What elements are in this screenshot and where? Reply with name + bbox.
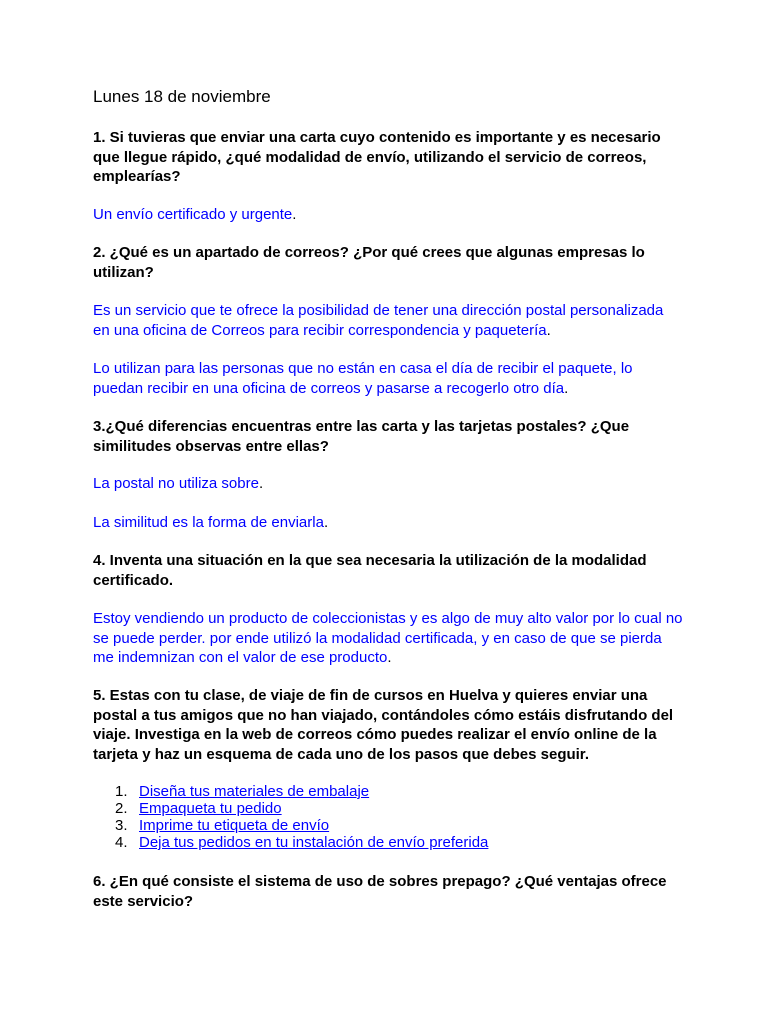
steps-list — [93, 783, 488, 851]
list-item — [93, 783, 488, 800]
answer-3b: La similitud es la forma de enviarla. — [93, 514, 329, 531]
step-number: 2. — [115, 800, 128, 817]
document-date: Lunes 18 de noviembre — [93, 87, 271, 106]
answer-2b: Lo utilizan para las personas que no están en casa el día de recibir el paquete, lo puedan recibir en una oficina de correos y pasarse a recogerlo otro día. — [93, 360, 633, 397]
answer-3b-text: La similitud es la forma de enviarla — [93, 514, 324, 531]
step-number: 3. — [115, 817, 128, 834]
question-5: 5. Estas con tu clase, de viaje de fin de cursos en Huelva y quieres enviar una postal a tus amigos que no han viajado, contándoles cómo estáis disfrutando del viaje. Investiga en la web de correos cómo puedes realizar el envío online de la tarjeta y haz un esquema de cada uno de los pasos que debes seguir. — [93, 687, 674, 763]
answer-3a: La postal no utiliza sobre. — [93, 475, 264, 492]
answer-2a-text: Es un servicio que te ofrece la posibilidad de tener una dirección postal personalizada en una oficina de Correos para recibir correspondencia y paquetería — [93, 302, 664, 339]
question-2: 2. ¿Qué es un apartado de correos? ¿Por qué crees que algunas empresas lo utilizan? — [93, 244, 645, 281]
list-item — [93, 800, 488, 817]
question-6: 6. ¿En qué consiste el sistema de uso de sobres prepago? ¿Qué ventajas ofrece este servicio? — [93, 873, 667, 910]
answer-4-text: Estoy vendiendo un producto de coleccionistas y es algo de muy alto valor por lo cual no se puede perder. por ende utilizó la modalidad certificada, y en caso de que se pierda me indemnizan con el valor de ese producto — [93, 610, 683, 666]
answer-2b-text: Lo utilizan para las personas que no están en casa el día de recibir el paquete, lo puedan recibir en una oficina de correos y pasarse a recogerlo otro día — [93, 360, 633, 397]
step-number: 1. — [115, 783, 128, 800]
step-link[interactable]: Empaqueta tu pedido — [139, 800, 282, 817]
answer-1: Un envío certificado y urgente. — [93, 206, 297, 223]
step-link[interactable]: Deja tus pedidos en tu instalación de envío preferida — [139, 834, 489, 851]
step-link[interactable]: Diseña tus materiales de embalaje — [139, 783, 370, 800]
question-4: 4. Inventa una situación en la que sea necesaria la utilización de la modalidad certificado. — [93, 552, 647, 589]
question-1: 1. Si tuvieras que enviar una carta cuyo contenido es importante y es necesario que llegue rápido, ¿qué modalidad de envío, utilizando el servicio de correos, emplearías? — [93, 129, 661, 185]
list-item — [93, 817, 488, 834]
question-3: 3.¿Qué diferencias encuentras entre las carta y las tarjetas postales? ¿Que similitudes observas entre ellas? — [93, 418, 630, 455]
step-number: 4. — [115, 834, 128, 851]
step-link[interactable]: Imprime tu etiqueta de envío — [139, 817, 330, 834]
list-item — [93, 834, 488, 851]
answer-2a: Es un servicio que te ofrece la posibilidad de tener una dirección postal personalizada en una oficina de Correos para recibir correspondencia y paquetería. — [93, 302, 664, 339]
answer-3a-text: La postal no utiliza sobre — [93, 475, 259, 492]
answer-4: Estoy vendiendo un producto de coleccionistas y es algo de muy alto valor por lo cual no se puede perder. por ende utilizó la modalidad certificada, y en caso de que se pierda me indemnizan con el valor de ese producto. — [93, 610, 683, 666]
answer-1-text: Un envío certificado y urgente — [93, 206, 293, 223]
